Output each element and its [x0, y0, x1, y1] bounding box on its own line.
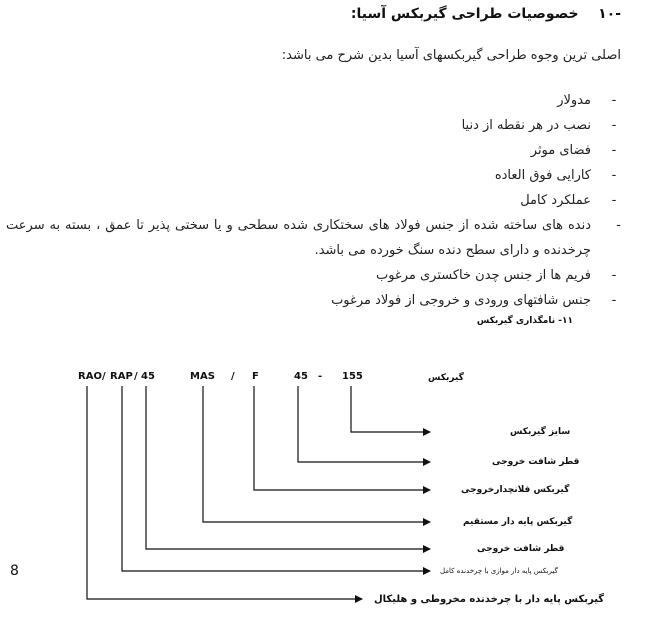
code-part-mas: MAS: [190, 371, 215, 382]
connector-parallel: [122, 386, 430, 571]
bullet-dash: -: [611, 118, 617, 133]
page-number: 8: [10, 563, 19, 579]
label-parallel: گیربکس پایه دار موازی با چرخدنده کامل: [440, 567, 558, 575]
code-part-155: 155: [342, 371, 363, 382]
label-flange: گیربکس فلانچدارخروجی: [461, 485, 570, 495]
section-10-number: -۱۰: [598, 6, 621, 22]
code-part-45: 45: [141, 371, 155, 382]
list-item: - عملکرد کامل: [6, 188, 621, 213]
bullet-dash: -: [611, 143, 617, 158]
connector-flange: [254, 386, 430, 490]
bullet-dash: -: [616, 218, 621, 233]
bullet-dash: -: [611, 193, 617, 208]
code-part-slash: /: [231, 371, 235, 382]
code-part-dash: -: [318, 371, 323, 382]
list-item: - فضای موثر: [6, 138, 621, 163]
code-part-slash: /: [102, 371, 106, 382]
section-10-intro: اصلی ترین وجوه طراحی گیربکسهای آسیا بدین شرح می باشد:: [281, 48, 621, 63]
label-shaft-diameter-2: قطر شافت خروجی: [477, 544, 565, 554]
list-item: - فریم ها از جنس چدن خاکستری مرغوب: [6, 263, 621, 288]
section-11-heading: ۱۱- نامگذاری گیربکس: [476, 316, 573, 326]
list-item: - دنده های ساخته شده از جنس فولاد های سختکاری شده سطحی و یا سختی پذیر تا عمق ، بسته به سرعت چرخدنده و دارای سطح دنده سنگ خورده می باشد.: [6, 213, 621, 263]
label-size: سایز گیربکس: [510, 427, 571, 437]
diagram-header-label: گیربکس: [428, 373, 464, 383]
connector-direct-foot: [203, 386, 430, 522]
list-item: - نصب در هر نقطه از دنیا: [6, 113, 621, 138]
code-part-45: 45: [294, 371, 308, 382]
label-direct-foot: گیربکس پایه دار مستقیم: [463, 517, 573, 527]
bullet-dash: -: [611, 168, 617, 183]
bullet-dash: -: [611, 268, 617, 283]
label-shaft-diameter: قطر شافت خروجی: [492, 457, 580, 467]
section-10-title: خصوصیات طراحی گیربکس آسیا:: [350, 6, 579, 22]
label-bevel-helical: گیربکس پایه دار با چرخدنده مخروطی و هلیکال: [374, 594, 605, 605]
connector-shaft-diameter: [298, 386, 430, 462]
bullet-dash: -: [611, 293, 617, 308]
connector-bevel-helical: [87, 386, 362, 599]
connector-size: [351, 386, 430, 432]
code-part-rao: RAO: [78, 371, 102, 382]
code-part-slash: /: [134, 371, 138, 382]
list-item: - مدولار: [6, 88, 621, 113]
code-part-rap: RAP: [110, 371, 133, 382]
list-item: - جنس شافتهای ورودی و خروجی از فولاد مرغوب: [6, 288, 621, 313]
code-part-f: F: [252, 371, 259, 382]
connector-shaft-diameter-2: [146, 386, 430, 549]
bullet-dash: -: [611, 93, 617, 108]
list-item: - کارایی فوق العاده: [6, 163, 621, 188]
